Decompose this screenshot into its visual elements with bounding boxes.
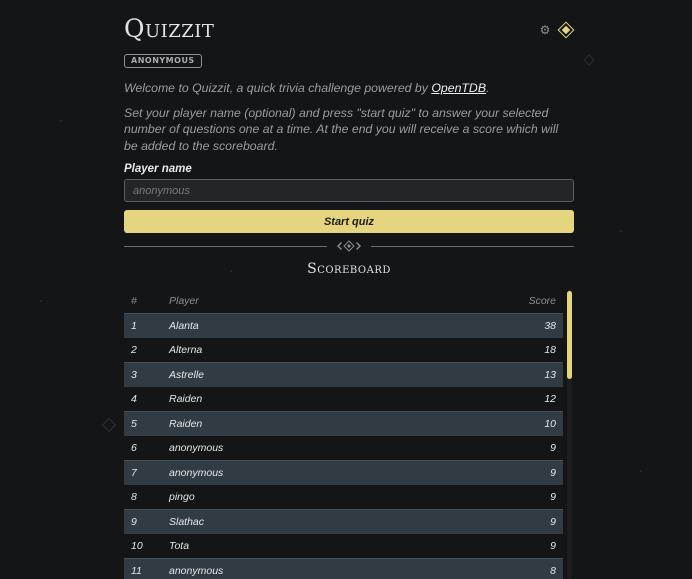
table-row bbox=[124, 338, 563, 363]
row-player: Slathac bbox=[169, 510, 410, 535]
row-score: 9 bbox=[410, 485, 563, 510]
row-rank: 3 bbox=[124, 363, 169, 388]
anonymous-badge: ANONYMOUS bbox=[124, 54, 202, 68]
intro-prefix: Welcome to Quizzit, a quick trivia challenge powered by bbox=[124, 81, 431, 95]
row-player: Astrelle bbox=[169, 363, 410, 388]
row-player: Alanta bbox=[169, 314, 410, 339]
table-row bbox=[124, 510, 563, 535]
row-rank: 9 bbox=[124, 510, 169, 535]
row-player: Alterna bbox=[169, 338, 410, 363]
row-score: 9 bbox=[410, 534, 563, 559]
row-player: Raiden bbox=[169, 412, 410, 437]
row-score: 9 bbox=[410, 461, 563, 486]
start-quiz-button[interactable]: Start quiz bbox=[124, 210, 574, 233]
row-score: 38 bbox=[410, 314, 563, 339]
description-text: Set your player name (optional) and press "start quiz" to answer your selected number of questions one at a time. At the end you will receive a score which will be added to the scoreboard. bbox=[124, 105, 574, 155]
row-rank: 11 bbox=[124, 559, 169, 579]
table-row bbox=[124, 485, 563, 510]
main-container bbox=[124, 0, 574, 579]
row-player: anonymous bbox=[169, 436, 410, 461]
scoreboard-table bbox=[124, 289, 563, 579]
row-rank: 7 bbox=[124, 461, 169, 486]
row-score: 9 bbox=[410, 510, 563, 535]
player-name-label: Player name bbox=[124, 163, 574, 175]
row-rank: 2 bbox=[124, 338, 169, 363]
scoreboard-table-container[interactable] bbox=[124, 289, 574, 579]
table-row bbox=[124, 412, 563, 437]
table-row bbox=[124, 461, 563, 486]
header-player: Player bbox=[169, 289, 410, 314]
theme-diamond-icon[interactable] bbox=[558, 22, 574, 38]
background-diamond bbox=[583, 54, 594, 65]
row-score: 9 bbox=[410, 436, 563, 461]
background-diamond bbox=[102, 418, 116, 432]
row-rank: 10 bbox=[124, 534, 169, 559]
row-score: 13 bbox=[410, 363, 563, 388]
player-name-input[interactable] bbox=[124, 179, 574, 202]
row-player: Raiden bbox=[169, 387, 410, 412]
row-score: 8 bbox=[410, 559, 563, 579]
background-dot bbox=[640, 470, 642, 472]
settings-gear-icon[interactable]: ⚙ bbox=[538, 23, 552, 37]
row-score: 10 bbox=[410, 412, 563, 437]
row-player: Tota bbox=[169, 534, 410, 559]
divider-ornament-icon bbox=[336, 240, 362, 252]
row-rank: 4 bbox=[124, 387, 169, 412]
table-row bbox=[124, 534, 563, 559]
header bbox=[124, 0, 574, 46]
section-divider bbox=[124, 246, 574, 247]
background-dot bbox=[40, 300, 42, 302]
table-row bbox=[124, 559, 563, 579]
row-rank: 1 bbox=[124, 314, 169, 339]
row-player: anonymous bbox=[169, 559, 410, 579]
row-score: 18 bbox=[410, 338, 563, 363]
table-row bbox=[124, 436, 563, 461]
divider-line-right bbox=[371, 246, 574, 247]
intro-suffix: . bbox=[486, 81, 489, 95]
header-rank: # bbox=[124, 289, 169, 314]
scoreboard-body bbox=[124, 314, 563, 579]
table-row bbox=[124, 363, 563, 388]
row-player: pingo bbox=[169, 485, 410, 510]
row-rank: 5 bbox=[124, 412, 169, 437]
background-dot bbox=[620, 230, 622, 232]
header-score: Score bbox=[410, 289, 563, 314]
background-dot bbox=[60, 120, 62, 122]
scrollbar-thumb[interactable] bbox=[567, 291, 572, 379]
row-rank: 6 bbox=[124, 436, 169, 461]
row-score: 12 bbox=[410, 387, 563, 412]
table-row bbox=[124, 314, 563, 339]
table-header-row bbox=[124, 289, 563, 314]
app-title: Quizzit bbox=[124, 16, 214, 41]
divider-line-left bbox=[124, 246, 327, 247]
opentdb-link[interactable]: OpenTDB bbox=[431, 81, 486, 95]
scoreboard-title: Scoreboard bbox=[124, 261, 574, 277]
row-player: anonymous bbox=[169, 461, 410, 486]
row-rank: 8 bbox=[124, 485, 169, 510]
table-row bbox=[124, 387, 563, 412]
intro-text bbox=[124, 80, 574, 97]
